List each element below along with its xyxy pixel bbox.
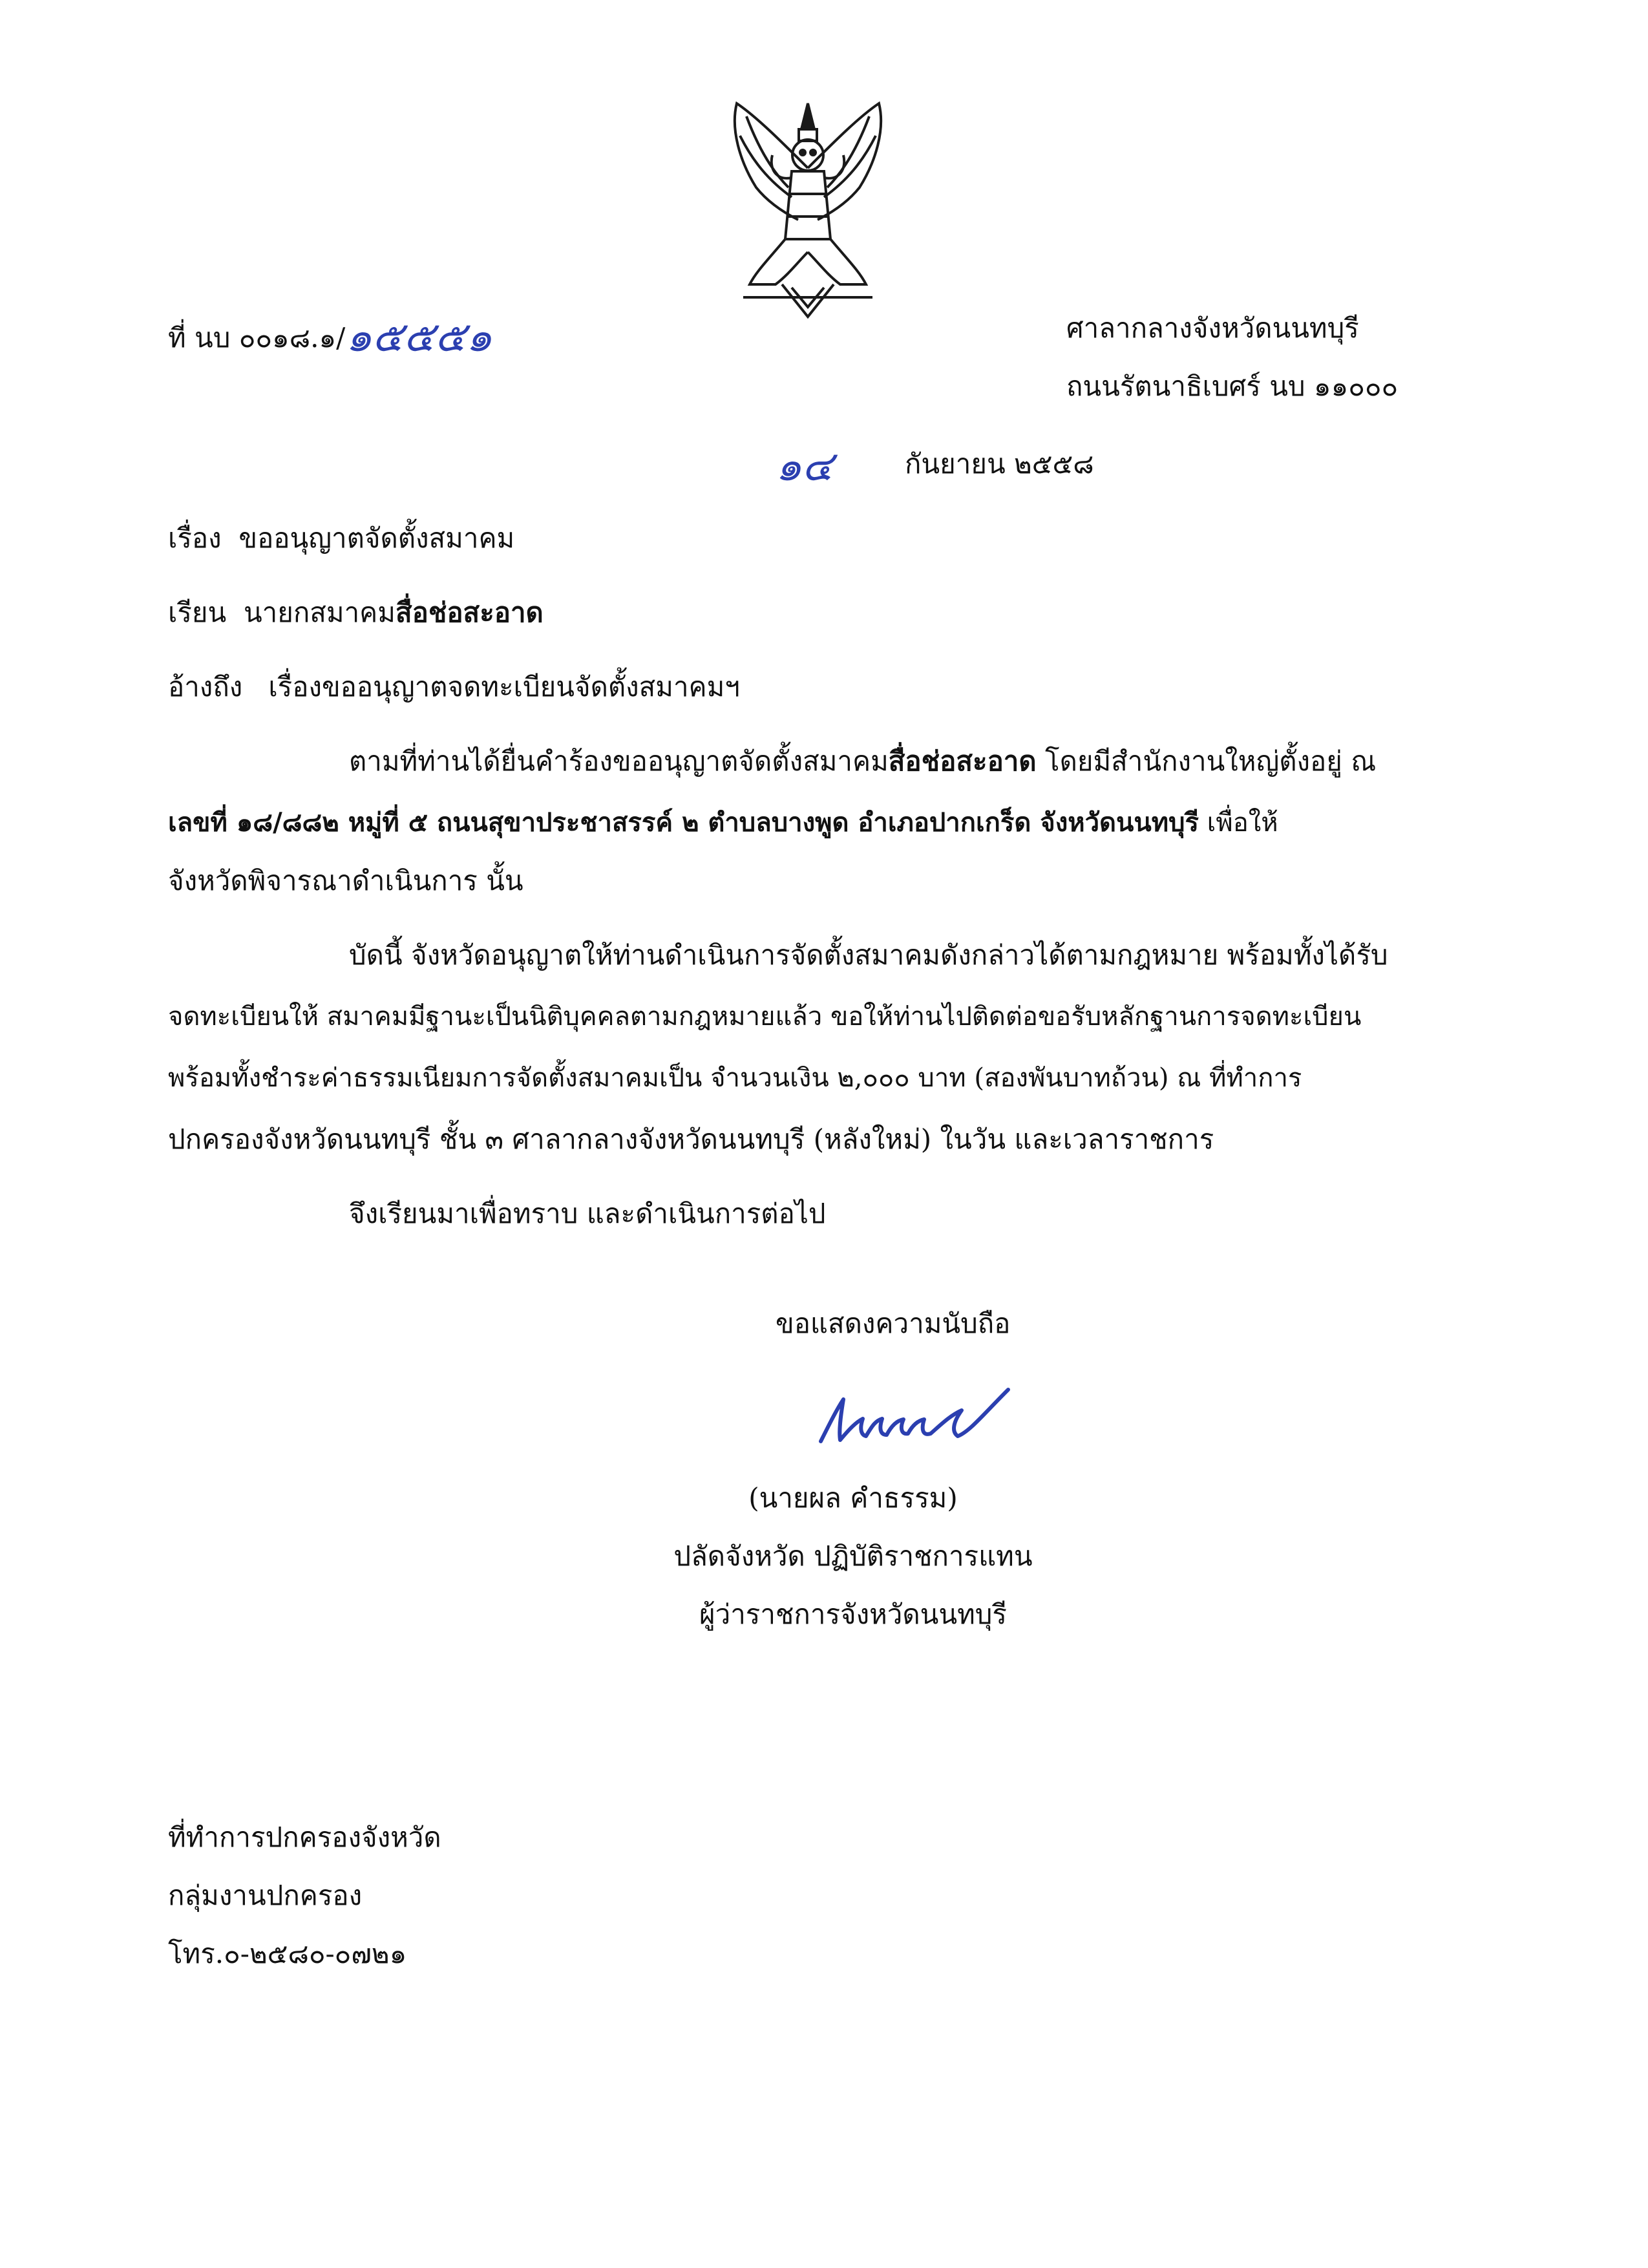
footer-division: กลุ่มงานปกครอง bbox=[168, 1880, 363, 1911]
paragraph2-line1: บัดนี้ จังหวัดอนุญาตให้ท่านดำเนินการจัดตั้งสมาคมดังกล่าวได้ตามกฎหมาย พร้อมทั้งได้รับ bbox=[349, 939, 1388, 971]
signer-position-line1: ปลัดจังหวัด ปฏิบัติราชการแทน bbox=[673, 1540, 1033, 1572]
handwritten-reference-number: ๑๕๕๕๑ bbox=[346, 313, 492, 361]
reference-text: เรื่องขออนุญาตจดทะเบียนจัดตั้งสมาคมฯ bbox=[268, 671, 740, 703]
reference-line bbox=[168, 669, 740, 705]
signer-position-line2: ผู้ว่าราชการจังหวัดนนทบุรี bbox=[699, 1598, 1007, 1630]
subject-label: เรื่อง bbox=[168, 522, 222, 554]
date-month-year: กันยายน ๒๕๕๘ bbox=[905, 448, 1094, 480]
p1-association-name: สื่อช่อสะอาด bbox=[888, 745, 1037, 777]
paragraph1-line1 bbox=[349, 743, 1376, 779]
p1-l1-text-c: โดยมีสำนักงานใหญ่ตั้งอยู่ ณ bbox=[1036, 745, 1377, 777]
reference-label: อ้างถึง bbox=[168, 671, 243, 703]
signer-name: (นายผล คำธรรม) bbox=[748, 1482, 958, 1514]
recipient-line bbox=[168, 595, 544, 631]
office-address-line2: ถนนรัตนาธิเบศร์ นบ ๑๑๐๐๐ bbox=[1066, 370, 1399, 402]
paragraph2-line2: จดทะเบียนให้ สมาคมมีฐานะเป็นนิติบุคคลตามกฎหมายแล้ว ขอให้ท่านไปติดต่อขอรับหลักฐานการจดทะเบียน bbox=[168, 1002, 1362, 1032]
footer-phone: โทร.๐-๒๕๘๐-๐๗๒๑ bbox=[168, 1938, 407, 1969]
paragraph1-line3: จังหวัดพิจารณาดำเนินการ นั้น bbox=[168, 865, 523, 896]
recipient-prefix: นายกสมาคม bbox=[243, 597, 396, 628]
footer-department: ที่ทำการปกครองจังหวัด bbox=[168, 1821, 441, 1853]
closing-salutation: ขอแสดงความนับถือ bbox=[776, 1308, 1011, 1339]
association-name: สื่อช่อสะอาด bbox=[395, 597, 544, 628]
paragraph3: จึงเรียนมาเพื่อทราบ และดำเนินการต่อไป bbox=[349, 1198, 826, 1229]
office-address-bold: เลขที่ ๑๘/๘๘๒ หมู่ที่ ๕ ถนนสุขาประชาสรรค์ ๒ ตำบลบางพูด อำเภอปากเกร็ด จังหวัดนนทบุรี bbox=[168, 807, 1199, 838]
p1-l1-text-a: ตามที่ท่านได้ยื่นคำร้องขออนุญาตจัดตั้งสมาคม bbox=[349, 745, 889, 777]
subject-line bbox=[168, 520, 514, 556]
paragraph2-line4: ปกครองจังหวัดนนทบุรี ชั้น ๓ ศาลากลางจังหวัดนนทบุรี (หลังใหม่) ในวัน และเวลาราชการ bbox=[168, 1123, 1214, 1155]
handwritten-date-day: ๑๔ bbox=[776, 443, 834, 491]
p1-l2-tail: เพื่อให้ bbox=[1198, 808, 1278, 838]
reference-number-label: ที่ นบ ๐๐๑๘.๑/ bbox=[168, 322, 346, 354]
paragraph2-line3: พร้อมทั้งชำระค่าธรรมเนียมการจัดตั้งสมาคมเป็น จำนวนเงิน ๒,๐๐๐ บาท (สองพันบาทถ้วน) ณ ที่ทำการ bbox=[168, 1063, 1302, 1093]
signature-image bbox=[814, 1364, 1028, 1461]
recipient-label: เรียน bbox=[168, 597, 227, 628]
garuda-emblem-icon bbox=[711, 90, 905, 330]
office-address-line1: ศาลากลางจังหวัดนนทบุรี bbox=[1066, 312, 1359, 344]
subject-text: ขออนุญาตจัดตั้งสมาคม bbox=[238, 522, 515, 554]
paragraph1-line2 bbox=[168, 805, 1278, 841]
